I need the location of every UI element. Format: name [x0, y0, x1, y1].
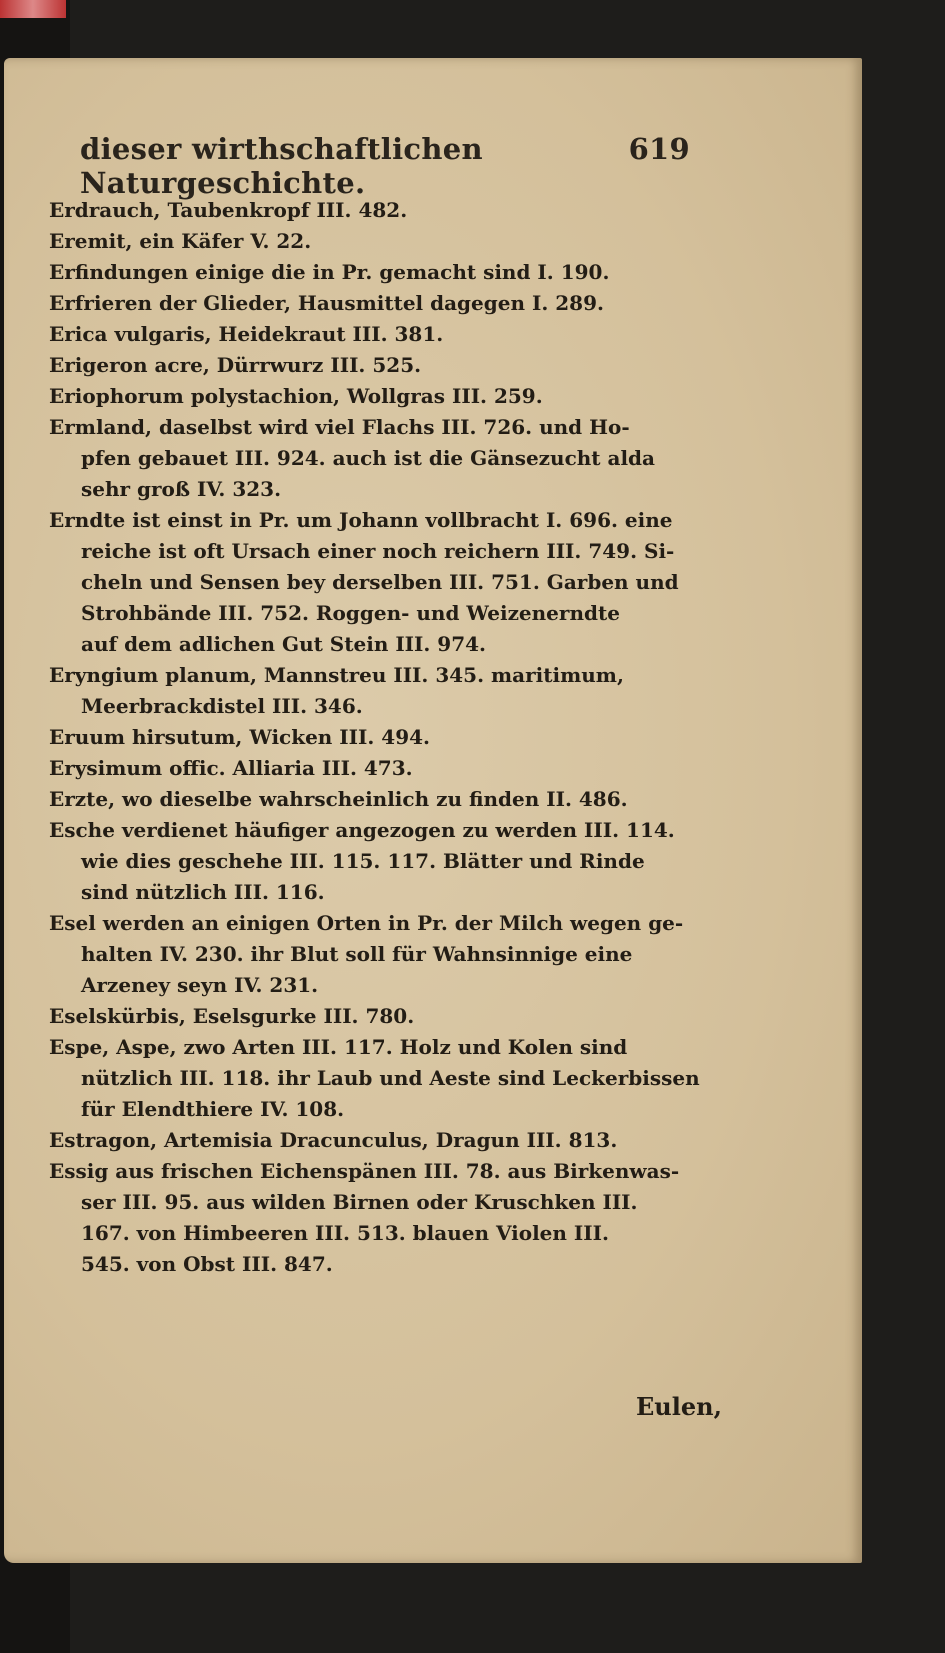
index-entry: [49, 288, 711, 319]
entry-continuation-line: reiche ist oft Ursach einer noch reichern III. 749. Si-: [81, 539, 675, 563]
entry-continuation-line: auf dem adlichen Gut Stein III. 974.: [81, 632, 487, 656]
page-number: 619: [628, 132, 690, 166]
index-entry: [49, 226, 711, 257]
entry-continuation-line: wie dies geschehe III. 115. 117. Blätter und Rinde: [81, 849, 645, 873]
entry-continuation-line: cheln und Sensen bey derselben III. 751. Garben und: [81, 570, 679, 594]
index-entry: [49, 1125, 711, 1156]
index-entry: [49, 257, 711, 288]
entry-continuation-line: sind nützlich III. 116.: [81, 880, 325, 904]
index-entry: [49, 195, 711, 226]
running-title: dieser wirthschaftlichen Naturgeschichte.: [80, 132, 483, 200]
entry-continuation-line: für Elendthiere IV. 108.: [81, 1097, 345, 1121]
index-entry: [49, 908, 711, 1001]
entry-headword-line: Esche verdienet häufiger angezogen zu werden III. 114.: [49, 818, 675, 842]
entry-headword-line: Eremit, ein Käfer V. 22.: [49, 229, 312, 253]
entry-headword-line: Erica vulgaris, Heidekraut III. 381.: [49, 322, 444, 346]
index-entry: [49, 350, 711, 381]
entry-headword-line: Erfrieren der Glieder, Hausmittel dagegen I. 289.: [49, 291, 604, 315]
entry-continuation-line: Strohbände III. 752. Roggen- und Weizenerndte: [81, 601, 620, 625]
index-entry: [49, 1032, 711, 1125]
entry-headword-line: Estragon, Artemisia Dracunculus, Dragun III. 813.: [49, 1128, 618, 1152]
index-entry: [49, 660, 711, 722]
entry-headword-line: Eruum hirsutum, Wicken III. 494.: [49, 725, 431, 749]
entry-continuation-line: sehr groß IV. 323.: [81, 477, 282, 501]
index-entry: [49, 1156, 711, 1280]
entry-continuation-line: Meerbrackdistel III. 346.: [81, 694, 363, 718]
entry-continuation-line: 545. von Obst III. 847.: [81, 1252, 333, 1276]
entry-headword-line: Eriophorum polystachion, Wollgras III. 259.: [49, 384, 543, 408]
entry-continuation-line: 167. von Himbeeren III. 513. blauen Violen III.: [81, 1221, 609, 1245]
entry-headword-line: Erndte ist einst in Pr. um Johann vollbracht I. 696. eine: [49, 508, 673, 532]
entry-continuation-line: halten IV. 230. ihr Blut soll für Wahnsinnige eine: [81, 942, 633, 966]
bookmark-ribbon: [0, 0, 66, 18]
entry-headword-line: Erfindungen einige die in Pr. gemacht sind I. 190.: [49, 260, 610, 284]
index-entry: [49, 412, 711, 505]
entry-continuation-line: pfen gebauet III. 924. auch ist die Gänsezucht alda: [81, 446, 655, 470]
index-entry: [49, 815, 711, 908]
entry-headword-line: Esel werden an einigen Orten in Pr. der Milch wegen ge-: [49, 911, 684, 935]
index-entry: [49, 753, 711, 784]
entry-continuation-line: nützlich III. 118. ihr Laub und Aeste sind Leckerbissen: [81, 1066, 700, 1090]
entry-headword-line: Essig aus frischen Eichenspänen III. 78. aus Birkenwas-: [49, 1159, 680, 1183]
index-entries: [49, 195, 711, 1280]
page-header: [80, 132, 690, 200]
catchword: Eulen,: [636, 1392, 722, 1421]
entry-continuation-line: Arzeney seyn IV. 231.: [81, 973, 319, 997]
entry-continuation-line: ser III. 95. aus wilden Birnen oder Kruschken III.: [81, 1190, 638, 1214]
entry-headword-line: Erigeron acre, Dürrwurz III. 525.: [49, 353, 422, 377]
index-entry: [49, 319, 711, 350]
index-entry: [49, 1001, 711, 1032]
entry-headword-line: Espe, Aspe, zwo Arten III. 117. Holz und Kolen sind: [49, 1035, 628, 1059]
index-entry: [49, 722, 711, 753]
entry-headword-line: Erzte, wo dieselbe wahrscheinlich zu finden II. 486.: [49, 787, 628, 811]
index-entry: [49, 381, 711, 412]
entry-headword-line: Eselskürbis, Eselsgurke III. 780.: [49, 1004, 415, 1028]
entry-headword-line: Erysimum offic. Alliaria III. 473.: [49, 756, 413, 780]
entry-headword-line: Eryngium planum, Mannstreu III. 345. maritimum,: [49, 663, 624, 687]
entry-headword-line: Ermland, daselbst wird viel Flachs III. 726. und Ho-: [49, 415, 630, 439]
index-entry: [49, 505, 711, 660]
index-entry: [49, 784, 711, 815]
entry-headword-line: Erdrauch, Taubenkropf III. 482.: [49, 198, 408, 222]
